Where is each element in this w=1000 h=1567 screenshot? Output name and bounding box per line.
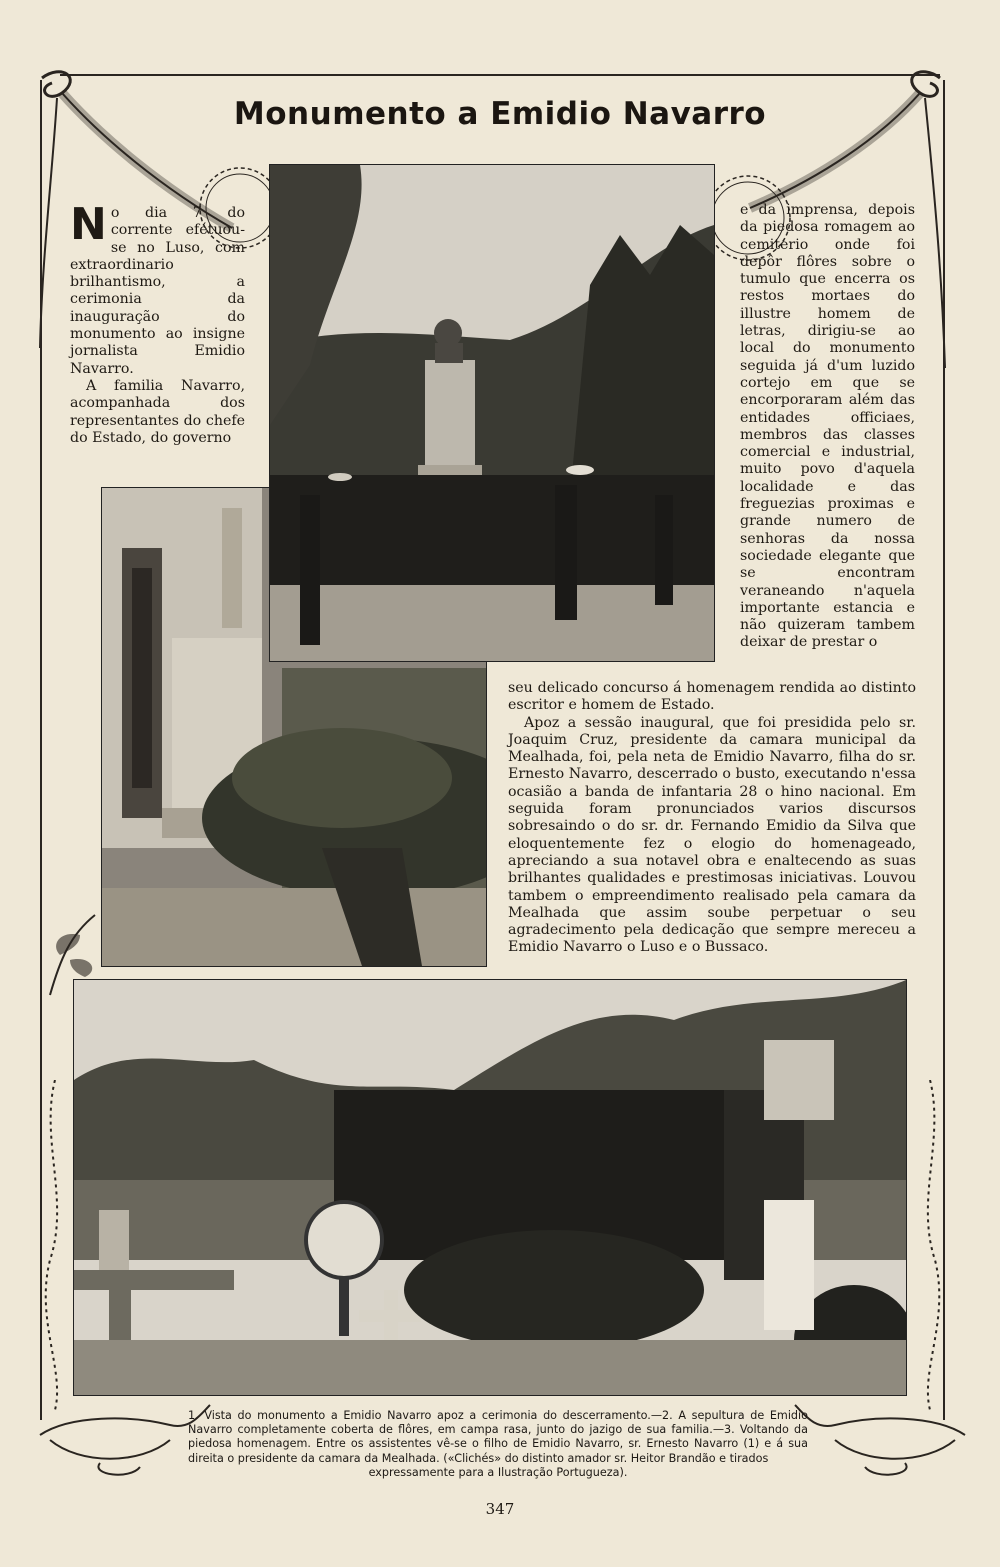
photo-monument-ceremony <box>270 165 714 661</box>
lamp-ornament-bottom-right-icon <box>785 1395 975 1485</box>
page-number: 347 <box>485 1500 515 1518</box>
drop-cap: N <box>70 199 107 250</box>
article-title: Monumento a Emidio Navarro <box>233 96 767 132</box>
left-column-text-2: A familia Navarro, acompanhada dos representantes do chefe do Estado, do governo <box>70 377 245 446</box>
photo-returning-from-homage <box>74 980 906 1395</box>
left-column-text: o dia 7 do corrente efétuou-se no Luso, com extraordinario brilhantismo, a cerimonia da inauguração do monumento ao insigne jornalista Emidio Navarro. <box>70 205 245 377</box>
caption-last-line: expressamente para a Ilustração Portugueza). <box>368 1465 628 1479</box>
right-column-text: e da imprensa, depois da piedosa romagem ao cemiterio onde foi depôr flôres sobre o tumulo que encerra os restos mortaes do illustre homem de letras, dirigiu-se ao local do monumento seguida já d'um luzido cortejo em que se encorporaram além das entidades officiaes, membros das classes comercial e industrial, muito povo d'aquela localidade e das freguezias proximas e grande numero de senhoras da nossa sociedade elegante que se encontram veraneando n'aquela importante estancia e não quizeram tambem deixar de prestar o <box>740 202 915 651</box>
photo-caption <box>188 1409 808 1480</box>
vine-ornament-left-icon <box>30 1080 80 1410</box>
vine-ornament-right-icon <box>905 1080 955 1410</box>
article-right-column <box>740 202 915 652</box>
article-wide-column <box>508 680 916 957</box>
caption-text: 1. Vista do monumento a Emidio Navarro apoz a cerimonia do descerramento.—2. A sepultura de Emidio Navarro completamente coberta de flôres, em campa rasa, junto do jazigo de sua familia.—3. Voltando da piedosa homenagem. Entre os assistentes vê-se o filho de Emidio Navarro, sr. Ernesto Navarro (1) e á sua direita o presidente da camara da Mealhada. («Clichés» do distinto amador sr. Heitor Brandão e tirados <box>188 1409 808 1465</box>
wide-column-text-2: Apoz a sessão inaugural, que foi presidida pelo sr. Joaquim Cruz, presidente da camara municipal da Mealhada, foi, pela neta de Emidio Navarro, filha do sr. Ernesto Navarro, descerrado o busto, executando n'essa ocasião a banda de infantaria 28 o hino nacional. Em seguida foram pronunciados varios discursos sobresaindo o do sr. dr. Fernando Emidio da Silva que eloquentemente fez o elogio do homenageado, apreciando a sua notavel obra e enaltecendo as suas brilhantes qualidades e prestimosas iniciativas. Louvou tambem o empreendimento realisado pela camara da Mealhada que assim soube perpetuar o seu agradecimento pela dedicação que sempre mereceu a Emidio Navarro o Luso e o Bussaco. <box>508 714 917 956</box>
wide-column-text: seu delicado concurso á homenagem rendida ao distinto escritor e homem de Estado. <box>508 680 916 714</box>
article-left-column <box>70 199 245 447</box>
